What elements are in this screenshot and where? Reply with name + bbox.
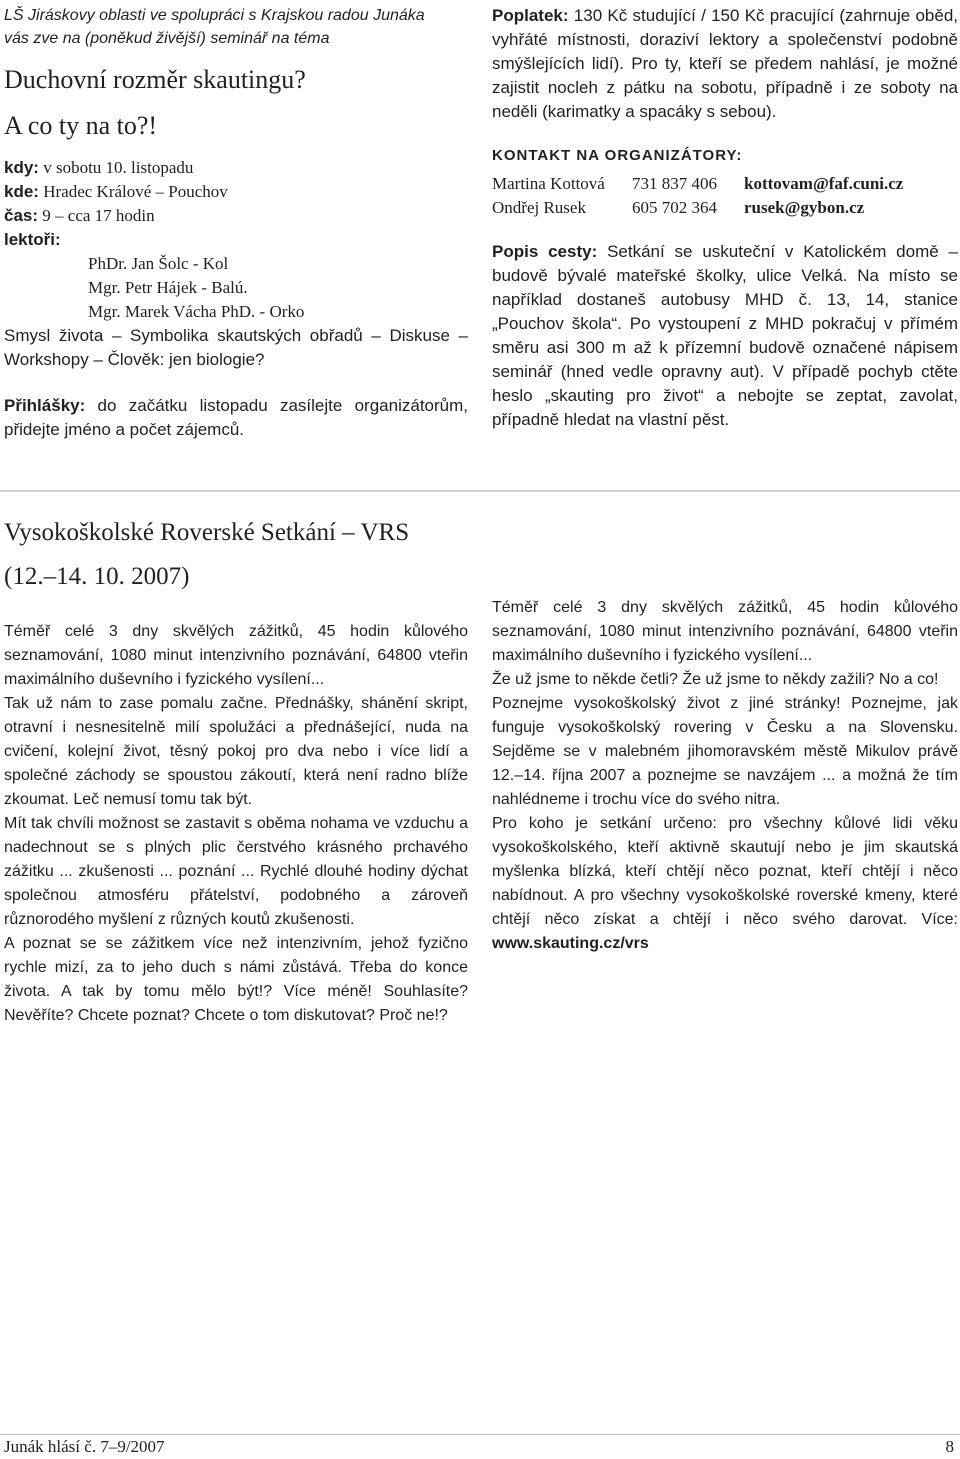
vrs-paragraph: Mít tak chvíli možnost se zastavit s oběma nohama ve vzduchu a nadechnout se s plných plic čerstvého krásného prchavého zážitku ... zkušenosti ... poznání ... Rychlé dlouhé hodiny dýchat společnou atmosféru přátelství, podobného a zároveň různorodého myšlení z různých koutů zkušenosti.	[4, 815, 468, 928]
time-value: 9 – cca 17 hodin	[38, 206, 155, 225]
time-row	[4, 204, 468, 228]
fee-label: Poplatek:	[492, 6, 569, 25]
seminar-title: A co ty na to?!	[4, 111, 158, 140]
section-divider	[0, 490, 960, 492]
applications-value: do začátku listopadu zasílejte organizátorům, přidejte jméno a počet zájemců.	[4, 396, 468, 439]
contact-heading: KONTAKT NA ORGANIZÁTORY:	[492, 147, 743, 164]
applications-label: Přihlášky:	[4, 396, 86, 415]
applications	[4, 394, 468, 442]
contact-email[interactable]: kottovam@faf.cuni.cz	[744, 174, 904, 193]
vrs-paragraph: Téměř celé 3 dny skvělých zážitků, 45 hodin kůlového seznamování, 1080 minut intenzivního poznávání, 64800 vteřin maximálního duševního i fyzického vysílení...	[492, 599, 958, 664]
topics: Smysl života – Symbolika skautských obřadů – Diskuse – Workshopy – Člověk: jen biologie?	[4, 326, 468, 369]
intro-line: LŠ Jiráskovy oblasti ve spolupráci s Krajskou radou Junáka	[4, 7, 425, 24]
footer-page-number: 8	[945, 1437, 954, 1456]
seminar-column	[4, 4, 468, 442]
when-row	[4, 156, 468, 180]
contact-row	[492, 196, 958, 220]
contact-name: Ondřej Rusek	[492, 198, 586, 217]
info-column	[492, 4, 958, 432]
contact-phone: 731 837 406	[632, 174, 717, 193]
lecturer: PhDr. Jan Šolc - Kol	[88, 254, 229, 273]
contact-email[interactable]: rusek@gybon.cz	[744, 198, 865, 217]
time-label: čas:	[4, 206, 39, 225]
vrs-title-line: Vysokoškolské Roverské Setkání – VRS	[4, 519, 410, 546]
vrs-dates: (12.–14. 10. 2007)	[4, 563, 190, 590]
vrs-paragraph: Téměř celé 3 dny skvělých zážitků, 45 hodin kůlového seznamování, 1080 minut intenzivního poznávání, 64800 vteřin maximálního duševního i fyzického vysílení...	[4, 623, 468, 688]
where-row	[4, 180, 468, 204]
footer-divider	[0, 1434, 960, 1435]
vrs-paragraph-text: Pro koho je setkání určeno: pro všechny kůlové lidi věku vysokoškolského, kteří aktivně skautují nebo je jim skautská myšlenka blízká, kteří chtějí něco poznat, kteří chtějí i něco nabídnout. A pro všechny vysokoškolské roverské kmeny, které chtějí něco získat a chtějí i něco svého darovat. Více:	[492, 815, 958, 928]
footer-publication: Junák hlásí č. 7–9/2007	[4, 1437, 165, 1456]
vrs-url-link[interactable]: www.skauting.cz/vrs	[492, 935, 649, 952]
fee-value: 130 Kč studující / 150 Kč pracující (zahrnuje oběd, vyhřáté místnosti, doraziví lektory a společenství podobně smýšlejících lidí). Pro ty, kteří se předem nahlásí, je možné zajistit nocleh z pátku na sobotu, případně i ze soboty na neděli (karimatky a spacáky s sebou).	[492, 6, 958, 121]
route-description	[492, 240, 958, 432]
route-value: Setkání se uskuteční v Katolickém domě – budově bývalé mateřské školky, ulice Velká. Na místo se například dostaneš autobusy MHD č. 13, 14, stanice „Pouchov škola“. Po vystoupení z MHD pokračuj v přímém směru asi 300 m až k přízemní budově označené nápisem seminář (hned vedle opravny aut). V případě pochyb ctěte heslo „skauting pro život“ a nebojte se zeptat, zavolat, případně hledat na vlastní pěst.	[492, 242, 958, 429]
intro-line: vás zve na (poněkud živější) seminář na téma	[4, 30, 330, 47]
where-label: kde:	[4, 182, 39, 201]
lecturers-label: lektoři:	[4, 230, 61, 249]
vrs-paragraph: Poznejme vysokoškolský život z jiné stránky! Poznejme, jak funguje vysokoškolský rovering v Česku a na Slovensku. Sejděme se v malebném jihomoravském městě Mikulov právě 12.–14. října 2007 a poznejme se navzájem ... a možná že tím nahlédneme i trochu více do svého nitra.	[492, 695, 958, 808]
vrs-paragraph: Že už jsme to někde četli? Že už jsme to někdy zažili? No a co!	[492, 671, 939, 688]
contact-name: Martina Kottová	[492, 174, 605, 193]
lecturer: Mgr. Petr Hájek - Balú.	[88, 278, 248, 297]
vrs-paragraph: Tak už nám to zase pomalu začne. Přednášky, shánění skript, otravní i nesnesitelně milí spolužáci a přednášející, nuda na cvičení, kolejní život, těsný pokoj pro dva nebo i více lidí a společné záchody se spoustou zákoutí, která není radno blíže zkoumat. Leč nemusí tomu tak být.	[4, 695, 468, 808]
lecturer: Mgr. Marek Vácha PhD. - Orko	[88, 302, 305, 321]
fee	[492, 4, 958, 124]
when-value: v sobotu 10. listopadu	[38, 158, 194, 177]
vrs-right-column	[492, 596, 958, 956]
vrs-title	[4, 516, 474, 594]
route-label: Popis cesty:	[492, 242, 598, 261]
where-value: Hradec Králové – Pouchov	[38, 182, 228, 201]
seminar-title: Duchovní rozměr skautingu?	[4, 65, 306, 94]
vrs-paragraph	[492, 812, 958, 956]
vrs-left-column	[4, 620, 468, 1028]
vrs-paragraph: A poznat se se zážitkem více než intenzivním, jehož fyzično rychle mizí, za to jeho duch s námi zůstává. Třeba do konce života. A tak by tomu mělo být!? Více méně! Souhlasíte? Nevěříte? Chcete poznat? Chcete o tom diskutovat? Proč ne!?	[4, 935, 468, 1024]
contact-phone: 605 702 364	[632, 198, 717, 217]
when-label: kdy:	[4, 158, 39, 177]
contact-row	[492, 172, 958, 196]
